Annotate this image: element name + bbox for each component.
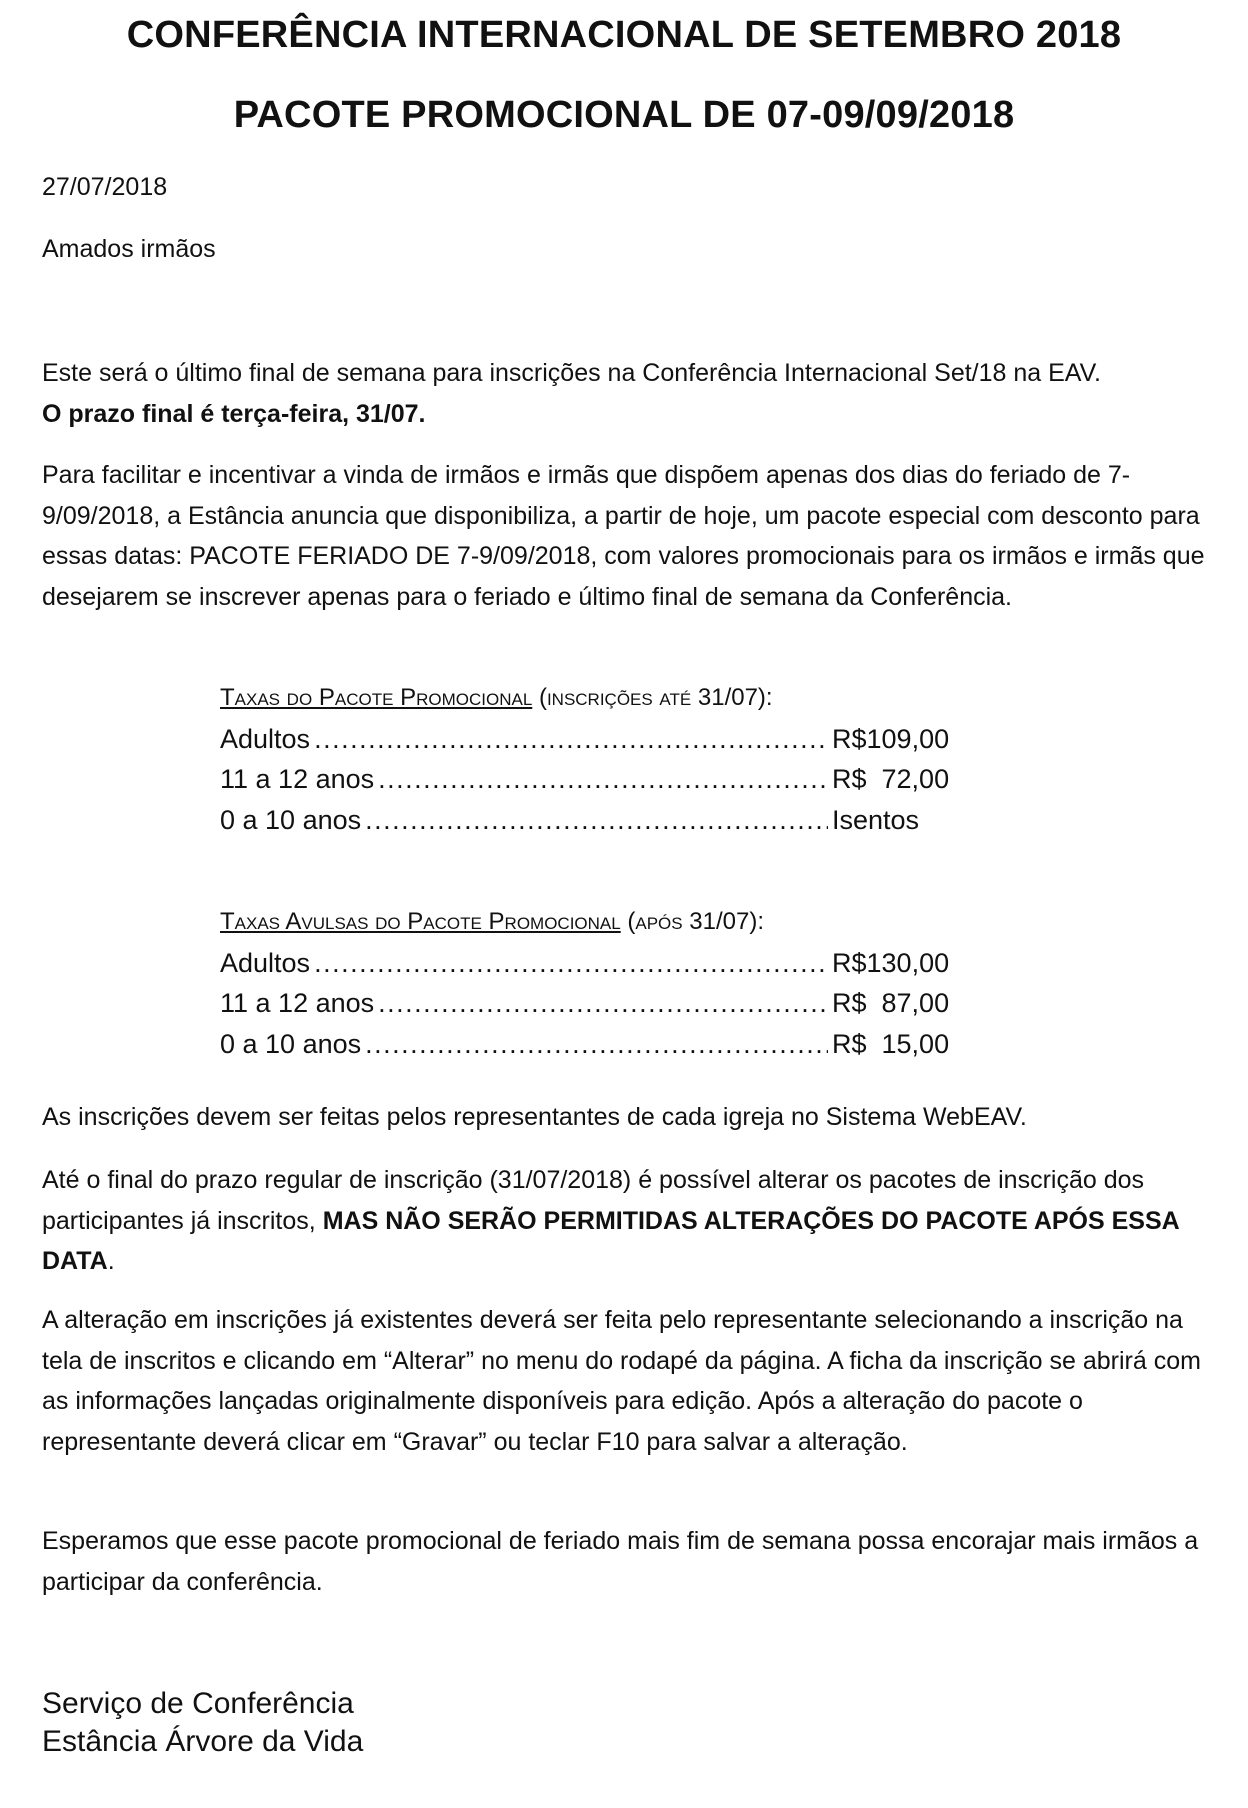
fees-table-promo-heading [220,678,960,719]
document-subtitle: PACOTE PROMOCIONAL DE 07-09/09/2018 [233,94,1015,136]
fee-row [220,800,960,841]
fees-table-late [220,902,960,1064]
fees-table-late-heading-note: (após 31/07): [620,908,765,935]
fees-table-late-heading [220,902,960,943]
fee-row [220,1024,960,1065]
fees-table-promo [220,678,960,840]
document-title: CONFERÊNCIA INTERNACIONAL DE SETEMBRO 2018 [126,14,1122,56]
paragraph-changes-end: . [107,1247,115,1275]
leader-dots [365,800,828,841]
fee-label: 11 a 12 anos [220,764,375,794]
fees-table-promo-heading-note: (inscrições até 31/07): [532,684,773,711]
signature-line-2: Estância Árvore da Vida [42,1725,364,1758]
letter-date: 27/07/2018 [42,173,168,201]
changes-warning: MAS NÃO SERÃO PERMITIDAS ALTERAÇÕES DO PACOTE APÓS ESSA DATA [42,1206,1179,1275]
fee-row [220,983,960,1024]
paragraph-changes-text: Até o final do prazo regular de inscrição (31/07/2018) é possível alterar os pacotes de inscrição dos participantes já inscritos, [42,1166,1145,1235]
fee-value: R$ 87,00 [832,988,950,1018]
paragraph-changes [42,1160,1222,1282]
fee-label: 0 a 10 anos [220,804,362,835]
leader-dots [378,759,828,800]
fee-label: 11 a 12 anos [220,988,375,1018]
fee-label: Adultos [220,723,311,754]
leader-dots [365,1024,828,1065]
paragraph-deadline [42,353,1222,434]
leader-dots [378,983,828,1024]
fee-value: R$ 72,00 [832,764,950,794]
deadline-highlight: O prazo final é terça-feira, 31/07. [42,399,426,428]
signature [42,1685,363,1761]
paragraph-registration: As inscrições devem ser feitas pelos representantes de cada igreja no Sistema WebEAV. [42,1103,1027,1131]
paragraph-closing: Esperamos que esse pacote promocional de feriado mais fim de semana possa encorajar mais irmãos a participar da conferência. [42,1527,1199,1596]
letter-greeting: Amados irmãos [42,235,216,263]
fee-label: Adultos [220,947,311,978]
leader-dots [314,943,828,984]
fee-row [220,943,960,984]
paragraph-instructions: A alteração em inscrições já existentes deverá ser feita pelo representante selecionando a inscrição na tela de inscritos e clicando em “Alterar” no menu do rodapé da página. A ficha da inscrição se abrirá com as informações lançadas originalmente disponíveis para edição. Após a alteração do pacote o representante deverá clicar em “Gravar” ou teclar F10 para salvar a alteração. [42,1306,1201,1456]
fee-value: R$109,00 [832,723,950,754]
fees-table-late-heading-title: Taxas Avulsas do Pacote Promocional [220,908,621,935]
fee-label: 0 a 10 anos [220,1028,362,1059]
fee-value: R$ 15,00 [832,1028,950,1059]
fee-row [220,719,960,760]
paragraph-promo-package: Para facilitar e incentivar a vinda de irmãos e irmãs que dispõem apenas dos dias do feriado de 7-9/09/2018, a Estância anuncia que disponibiliza, a partir de hoje, um pacote especial com desconto para essas datas: PACOTE FERIADO DE 7-9/09/2018, com valores promocionais para os irmãos e irmãs que desejarem se inscrever apenas para o feriado e último final de semana da Conferência. [42,461,1205,611]
leader-dots [314,719,828,760]
fee-value: Isentos [832,804,920,835]
fee-row [220,759,960,800]
signature-line-1: Serviço de Conferência [42,1687,354,1720]
fee-value: R$130,00 [832,947,950,978]
fees-table-promo-heading-title: Taxas do Pacote Promocional [220,684,533,711]
paragraph-deadline-text: Este será o último final de semana para inscrições na Conferência Internacional Set/18 na EAV. [42,359,1101,387]
